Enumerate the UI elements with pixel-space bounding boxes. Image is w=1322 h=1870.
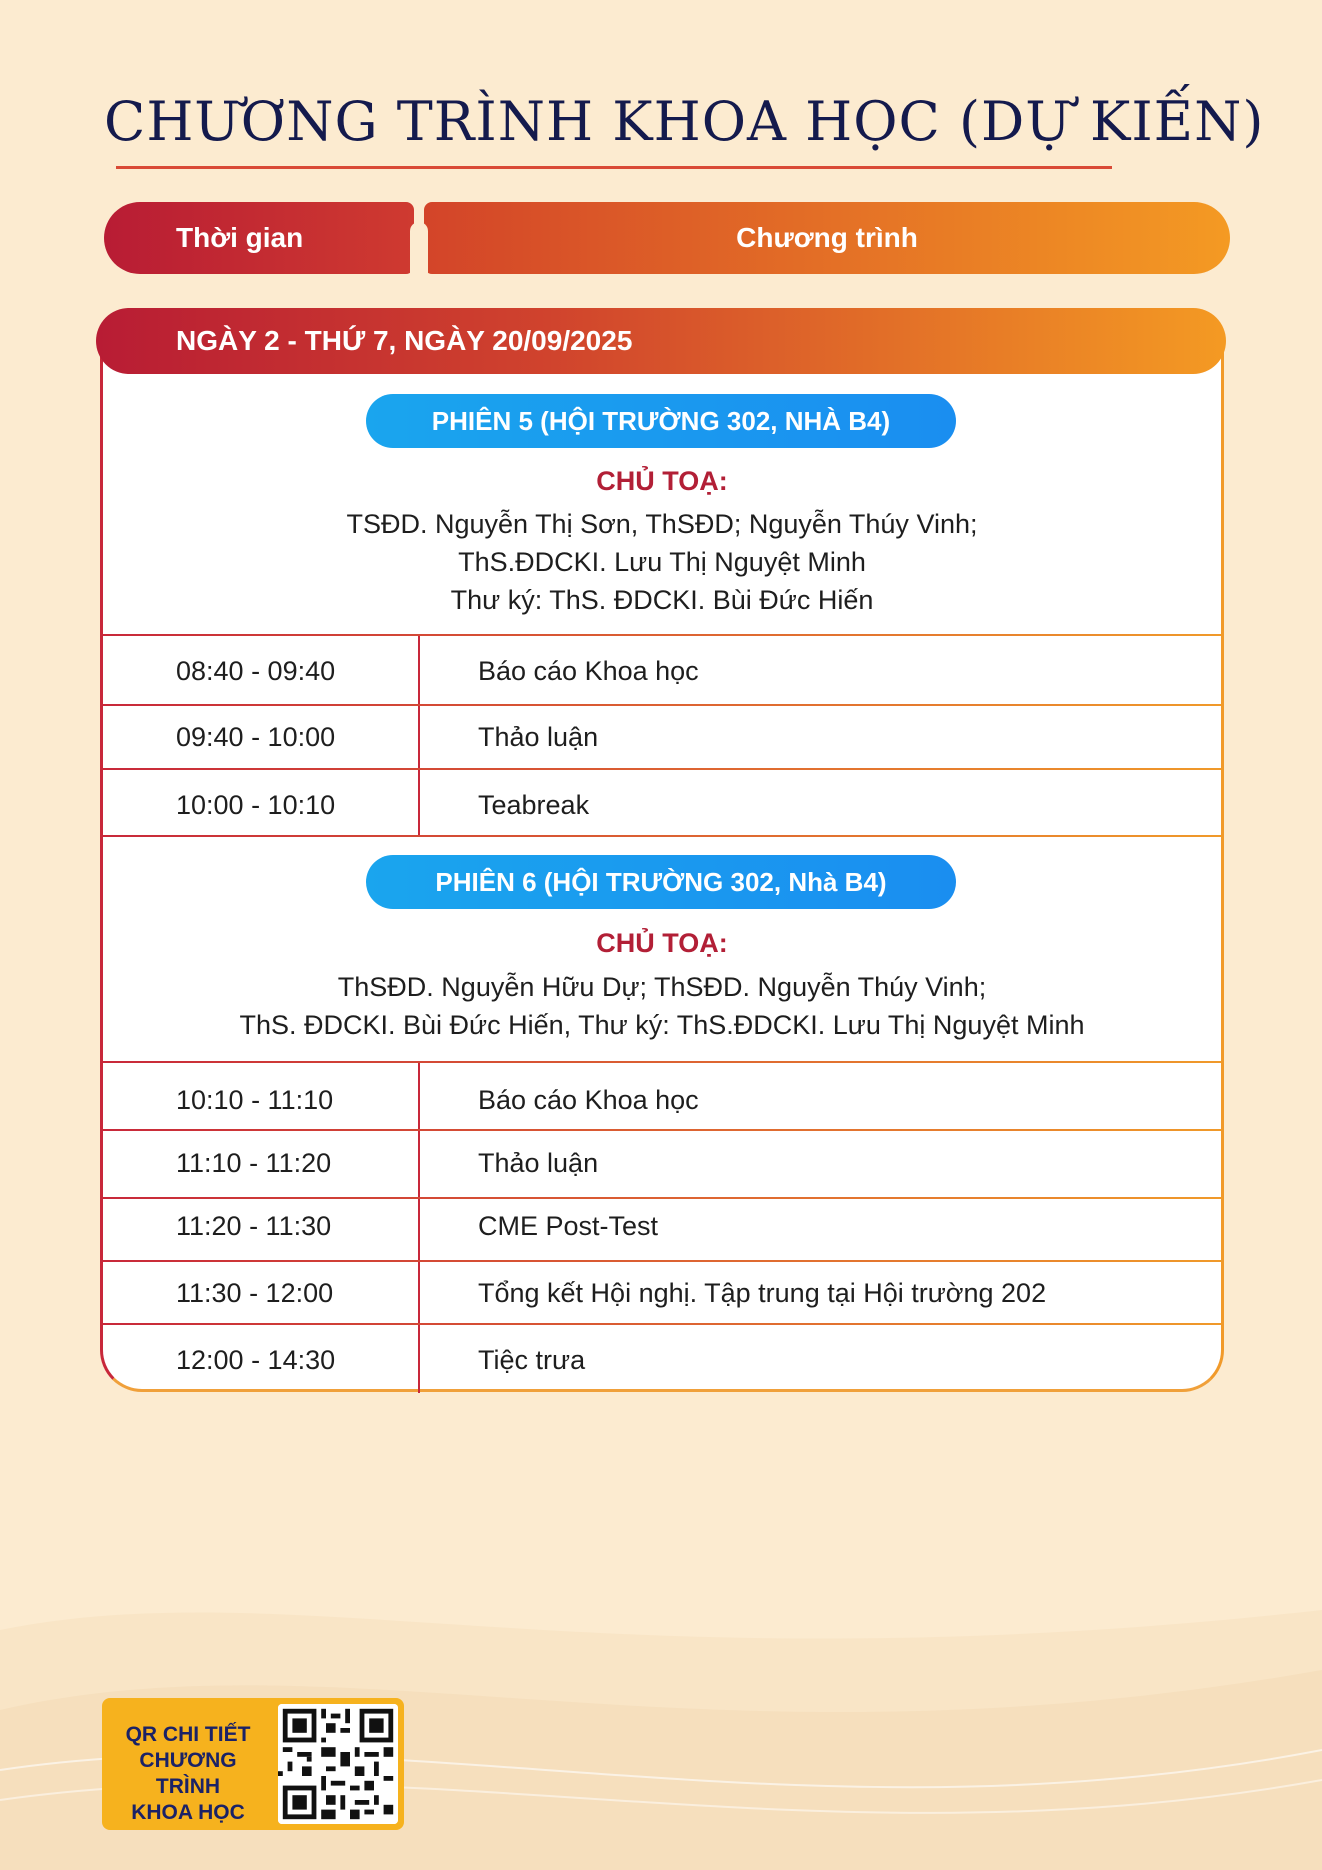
table-row-time: 10:00 - 10:10 [176,790,336,820]
table-row-program: Teabreak [478,790,590,820]
row-divider [102,835,1222,837]
table-row-program: CME Post-Test [478,1211,659,1241]
qr-code-icon[interactable] [278,1704,398,1824]
day-banner: NGÀY 2 - THỨ 7, NGÀY 20/09/2025 [96,308,1226,374]
table-row-program: Tổng kết Hội nghị. Tập trung tại Hội trường 202 [478,1278,1047,1308]
session-5-chair-label: CHỦ TOẠ: [596,466,728,496]
row-divider [102,704,1222,706]
column-divider [418,636,420,836]
table-row-time: 12:00 - 14:30 [176,1345,336,1375]
row-divider [102,1260,1222,1262]
title-underline [116,166,1112,169]
table-row-time: 10:10 - 11:10 [176,1085,334,1115]
header-divider [410,222,428,278]
chair-line: ThS. ĐDCKI. Bùi Đức Hiến, Thư ký: ThS.ĐDCKI. Lưu Thị Nguyệt Minh [239,1010,1085,1040]
table-row-time: 11:30 - 12:00 [176,1278,334,1308]
table-row-program: Thảo luận [478,1148,599,1178]
qr-caption-line: CHƯƠNG TRÌNH [139,1749,237,1798]
row-divider [102,1061,1222,1063]
session-6-pill: PHIÊN 6 (HỘI TRƯỜNG 302, Nhà B4) [366,855,956,909]
chair-line: ThS.ĐDCKI. Lưu Thị Nguyệt Minh [458,547,866,577]
column-divider [418,1063,420,1393]
session-5-chairs [100,505,1224,619]
qr-caption-line: QR CHI TIẾT [125,1723,251,1746]
table-row-program: Báo cáo Khoa học [478,1085,699,1115]
row-divider [102,634,1222,636]
header-time: Thời gian [104,202,414,274]
page-title: CHƯƠNG TRÌNH KHOA HỌC (DỰ KIẾN) [104,90,1265,153]
session-5-pill: PHIÊN 5 (HỘI TRƯỜNG 302, NHÀ B4) [366,394,956,448]
chair-line: Thư ký: ThS. ĐDCKI. Bùi Đức Hiến [450,585,874,615]
table-row-time: 11:10 - 11:20 [176,1148,332,1178]
table-row-program: Thảo luận [478,722,599,752]
header-program: Chương trình [424,202,1230,274]
qr-caption [108,1722,268,1826]
qr-caption-line: KHOA HỌC [131,1801,245,1824]
table-row-program: Tiệc trưa [478,1345,586,1375]
row-divider [102,768,1222,770]
row-divider [102,1323,1222,1325]
row-divider [102,1129,1222,1131]
table-row-program: Báo cáo Khoa học [478,656,699,686]
chair-line: TSĐD. Nguyễn Thị Sơn, ThSĐD; Nguyễn Thúy Vinh; [346,509,978,539]
session-6-chairs [100,968,1224,1044]
chair-line: ThSĐD. Nguyễn Hữu Dự; ThSĐD. Nguyễn Thúy Vinh; [337,972,987,1002]
table-row-time: 09:40 - 10:00 [176,722,336,752]
table-row-time: 08:40 - 09:40 [176,656,336,686]
table-row-time: 11:20 - 11:30 [176,1211,332,1241]
session-6-chair-label: CHỦ TOẠ: [596,928,728,958]
row-divider [102,1197,1222,1199]
